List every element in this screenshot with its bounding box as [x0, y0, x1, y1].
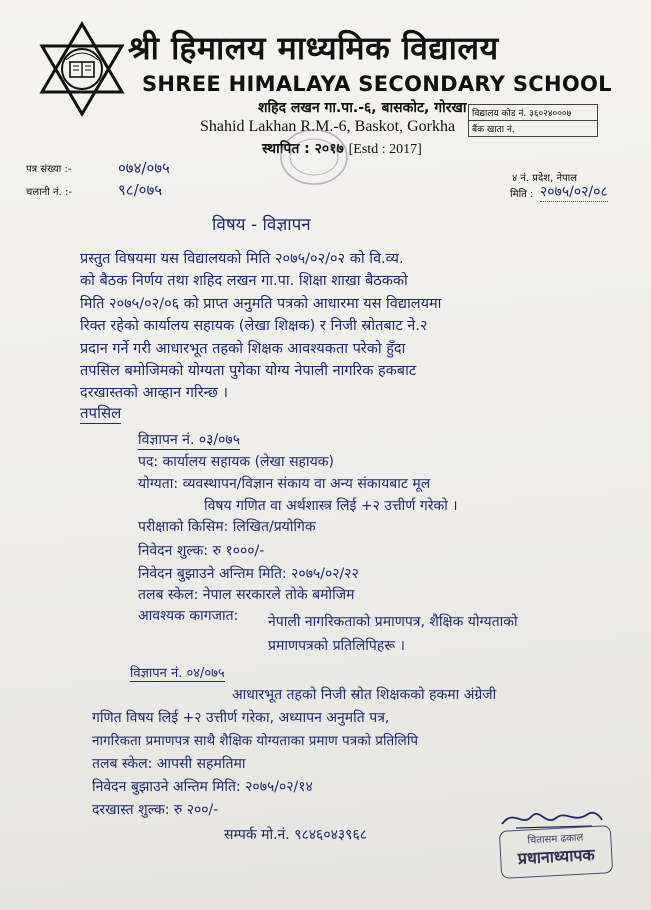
established-nepali: स्थापित : २०१७	[262, 141, 344, 157]
school-emblem-icon	[36, 20, 128, 118]
ad1-docs-heading: आवश्यक कागजात:	[138, 608, 239, 624]
letter-number-value: ०७४/०७५	[118, 159, 170, 177]
address-english: Shahid Lakhan R.M.-6, Baskot, Gorkha	[200, 118, 456, 135]
principal-stamp	[499, 825, 613, 879]
intro-paragraph	[80, 248, 441, 405]
ad2-line3: नागरिकता प्रमाणपत्र साथै शैक्षिक योग्यताका प्रमाण पत्रको प्रतिलिपि	[92, 733, 418, 749]
school-code: विद्यालय कोड नं. ३६०२४०००७	[472, 109, 572, 119]
intro-line: रिक्त रहेको कार्यालय सहायक (लेखा शिक्षक) र निजी स्रोतबाट ने.२	[80, 318, 428, 335]
school-name-english: SHREE HIMALAYA SECONDARY SCHOOL	[142, 72, 612, 96]
ad1-docs-line2: प्रमाणपत्रको प्रतिलिपिहरू ।	[268, 638, 405, 654]
dispatch-number-label: चलानी नं. :-	[26, 187, 72, 198]
ad1-qualification-line1: योग्यता: व्यवस्थापन/विज्ञान संकाय वा अन्य संकायबाट मूल	[138, 476, 431, 492]
ad2-line2: गणित विषय लिई +२ उत्तीर्ण गरेका, अध्यापन अनुमति पत्र,	[92, 710, 390, 726]
subject-line: विषय - विज्ञापन	[212, 215, 311, 235]
date-label: मिति :	[510, 189, 534, 200]
date-value: २०७५/०२/०८	[540, 184, 608, 200]
faint-seal-icon	[278, 126, 350, 188]
ad1-post: पद: कार्यालय सहायक (लेखा सहायक)	[138, 454, 334, 470]
ad1-qualification-line2: विषय गणित वा अर्थशास्त्र लिई +२ उत्तीर्ण गरेको ।	[204, 498, 458, 514]
details-heading: तपसिल	[80, 404, 122, 422]
letter-number-label: पत्र संख्या :-	[26, 164, 72, 175]
school-name-nepali: श्री हिमालय माध्यमिक विद्यालय	[128, 29, 499, 67]
dispatch-number-value: ९८/०७५	[118, 181, 163, 199]
ad1-exam-type: परीक्षाको किसिम: लिखित/प्रयोगिक	[138, 519, 316, 535]
ad2-line1: आधारभूत तहको निजी स्रोत शिक्षकको हकमा अंग्रेजी	[232, 687, 497, 703]
intro-line: को बैठक निर्णय तथा शहिद लखन गा.पा. शिक्षा शाखा बैठकको	[80, 273, 408, 290]
intro-line: प्रस्तुत विषयमा यस विद्यालयको मिति २०७५/०२/०२ को वि.व्य.	[80, 251, 404, 267]
ad2-contact: सम्पर्क मो.नं. ९८४६०४३९६८	[224, 827, 368, 843]
ad1-number: विज्ञापन नं. ०३/०७५	[138, 432, 240, 448]
ad1-deadline: निवेदन बुझाउने अन्तिम मिति: २०७५/०२/२२	[138, 566, 359, 582]
address-nepali: शहिद लखन गा.पा.-६, बासकोट, गोरखा	[258, 100, 467, 116]
intro-line: मिति २०७५/०२/०६ को प्राप्त अनुमति पत्रको आधारमा यस विद्यालयमा	[80, 295, 442, 312]
ad1-docs-line1: नेपाली नागरिकताको प्रमाणपत्र, शैक्षिक योग्यताको	[268, 614, 518, 630]
stamp-title: प्रधानाध्यापक	[517, 844, 596, 868]
bank-account: बैंक खाता नं.	[469, 120, 597, 136]
ad2-fee: दरखास्त शुल्क: रु २००/-	[92, 802, 219, 818]
ad1-salary: तलब स्केल: नेपाल सरकारले तोके बमोजिम	[138, 587, 355, 603]
established-english: [Estd : 2017]	[348, 142, 422, 157]
intro-line: दरखास्तको आव्हान गरिन्छ ।	[80, 385, 229, 402]
intro-line: प्रदान गर्ने गरी आधारभूत तहको शिक्षक आवश्यकता परेको हुँदा	[80, 340, 406, 357]
ad2-number: विज्ञापन नं. ०४/०७५	[130, 663, 225, 682]
intro-line: तपसिल बमोजिमको योग्यता पुगेका योग्य नेपाली नागरिक हकबाट	[80, 363, 417, 380]
stamp-name: चितासम ढकाल	[527, 832, 584, 847]
school-code-box	[468, 104, 598, 137]
province: ४ नं. प्रदेश, नेपाल	[512, 173, 578, 184]
ad1-fee: निवेदन शुल्क: रु १०००/-	[138, 543, 265, 559]
ad2-salary: तलब स्केल: आपसी सहमतिमा	[92, 756, 246, 772]
ad2-deadline: निवेदन बुझाउने अन्तिम मिति: २०७५/०२/१४	[92, 779, 313, 795]
